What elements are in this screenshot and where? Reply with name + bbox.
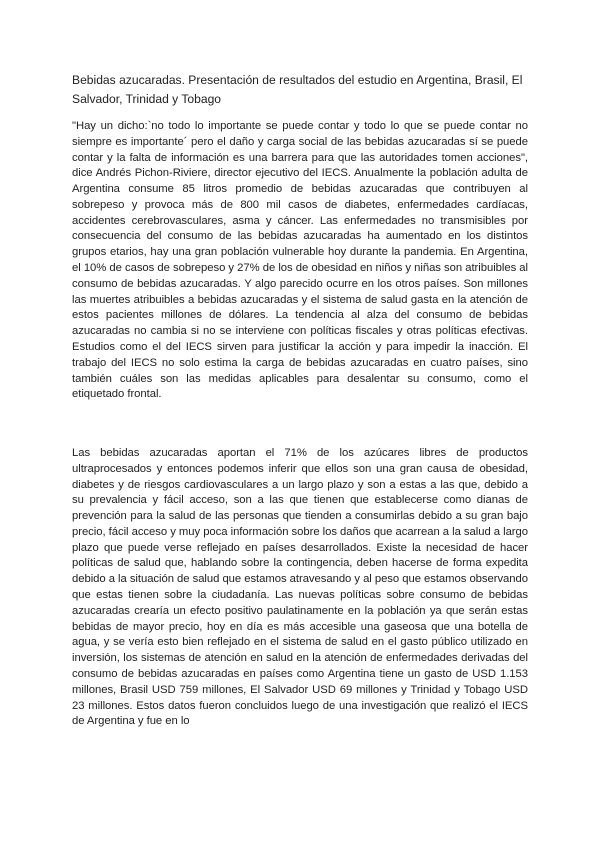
paragraph-quote: "Hay un dicho:`no todo lo importante se puede contar y todo lo que se puede contar no siempre es importante´ pero el daño y carga social de las bebidas azucaradas sí se puede contar y la falta de información es una barrera para que las autoridades tomen acciones", dice Andrés Pichon-Riviere, director ejecutivo del IECS. Anualmente la población adulta de Argentina consume 85 litros promedio de bebidas azucaradas que contribuyen al sobrepeso y provoca más de 800 mil casos de diabetes, enfermedades cardíacas, accidentes cerebrovasculares, asma y cáncer. Las enfermedades no transmisibles por consecuencia del consumo de las bebidas azucaradas ha aumentado en los distintos grupos etarios, hay una gran población vulnerable hoy durante la pandemia. En Argentina, el 10% de casos de sobrepeso y 27% de los de obesidad en niños y niñas son atribuibles al consumo de bebidas azucaradas. Y algo parecido ocurre en los otros países. Son millones las muertes atribuibles a bebidas azucaradas y el sistema de salud gasta en la atención de estos pacientes millones de dólares. La tendencia al alza del consumo de bebidas azucaradas no cambia si no se interviene con políticas fiscales y otras políticas efectivas. Estudios como el del IECS sirven para justificar la acción y para impedir la inacción. El trabajo del IECS no solo estima la carga de bebidas azucaradas en cuatro países, sino también cuáles son las medidas aplicables para desalentar su consumo, como el etiquetado frontal. — [72, 120, 528, 401]
document-title: Bebidas azucaradas. Presentación de resultados del estudio en Argentina, Brasil, El Salvador, Trinidad y Tobago — [72, 73, 523, 106]
paragraph-analysis: Las bebidas azucaradas aportan el 71% de los azúcares libres de productos ultraprocesados y entonces podemos inferir que ellos son una gran causa de obesidad, diabetes y de riesgos cardiovasculares a un largo plazo y son a estas a las que, debido a su prevalencia y fácil acceso, son a las que tienen que establecerse como dianas de prevención para la salud de las personas que tienden a consumirlas debido a su gran bajo precio, fácil acceso y muy poca información sobre los daños que acarrean a la salud a largo plazo que puede verse reflejado en países desarrollados. Existe la necesidad de hacer políticas de salud que, hablando sobre la contingencia, deben hacerse de forma expedita debido a la situación de salud que estamos atravesando y al peso que estamos observando que estas tienen sobre la ciudadanía. Las nuevas políticas sobre consumo de bebidas azucaradas crearía un efecto positivo paulatinamente en la población ya que serán estas bebidas de mayor precio, hoy en día es más accesible una gaseosa que una botella de agua, y se vería esto bien reflejado en el sistema de salud en el gasto público utilizado en inversión, los sistemas de atención en salud en la atención de enfermedades derivadas del consumo de bebidas azucaradas en países como Argentina tiene un gasto de USD 1.153 millones, Brasil USD 759 millones, El Salvador USD 69 millones y Trinidad y Tobago USD 23 millones. Estos datos fueron concluidos luego de una investigación que realizó el IECS de Argentina y fue en lo — [72, 447, 528, 728]
